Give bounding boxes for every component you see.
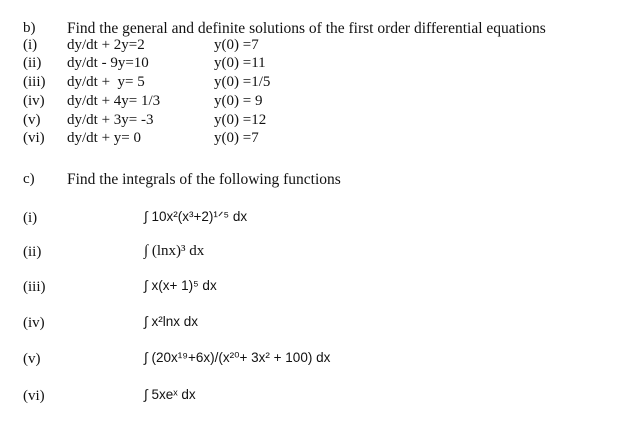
section-b-label: b) [23,20,36,36]
differential-equation: dy/dt + 4y= 1/3 [67,93,161,109]
list-item-number: (ii) [23,244,42,260]
differential-equation: dy/dt + 3y= -3 [67,112,154,128]
differential-equation: dy/dt + 2y=2 [67,37,145,53]
list-item-number: (i) [23,210,38,226]
integral-expression: ∫ 5xeˣ dx [144,387,196,402]
integral-expression: ∫ x(x+ 1)⁵ dx [144,278,217,293]
section-c-label: c) [23,171,35,187]
section-b-heading: Find the general and definite solutions of the first order differential equations [67,20,546,37]
list-item-number: (i) [23,37,38,53]
list-item-number: (iv) [23,93,45,109]
initial-condition: y(0) =11 [214,55,266,71]
list-item-number: (vi) [23,130,45,146]
list-item-number: (iv) [23,315,45,331]
initial-condition: y(0) = 9 [214,93,263,109]
initial-condition: y(0) =1/5 [214,74,271,90]
differential-equation: dy/dt + y= 5 [67,74,145,90]
differential-equation: dy/dt + y= 0 [67,130,142,146]
list-item-number: (ii) [23,55,42,71]
integral-expression: ∫ (lnx)³ dx [144,243,205,259]
initial-condition: y(0) =7 [214,37,259,53]
list-item-number: (iii) [23,74,46,90]
list-item-number: (v) [23,351,41,367]
integral-expression: ∫ 10x²(x³+2)¹ᐟ⁵ dx [144,209,248,224]
section-c-heading: Find the integrals of the following functions [67,171,341,188]
list-item-number: (vi) [23,388,45,404]
initial-condition: y(0) =12 [214,112,267,128]
list-item-number: (v) [23,112,41,128]
differential-equation: dy/dt - 9y=10 [67,55,149,71]
list-item-number: (iii) [23,279,46,295]
initial-condition: y(0) =7 [214,130,259,146]
integral-expression: ∫ x²lnx dx [144,314,198,329]
integral-expression: ∫ (20x¹⁹+6x)/(x²⁰+ 3x² + 100) dx [144,350,331,365]
